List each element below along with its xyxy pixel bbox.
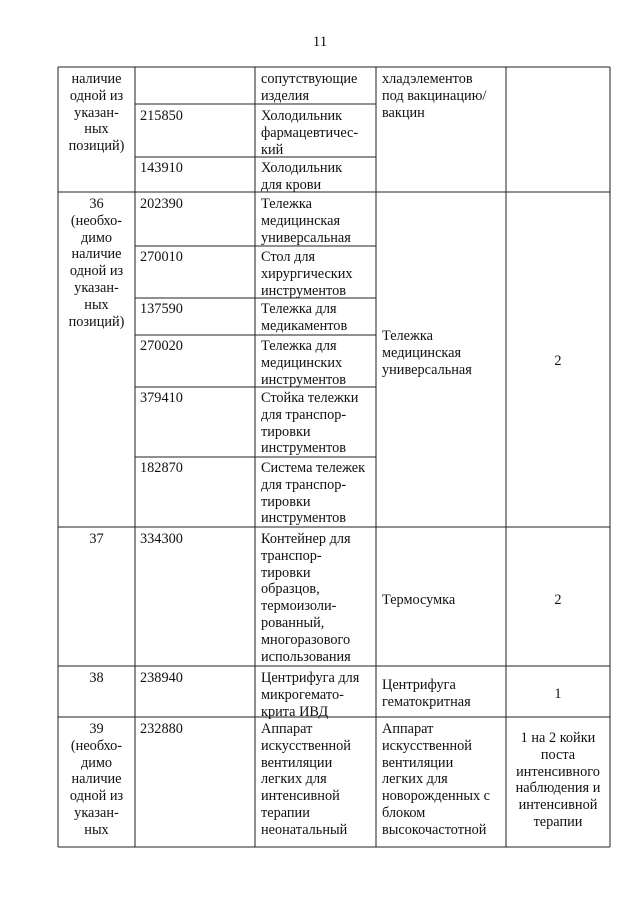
code-cell: 182870 (140, 460, 183, 476)
code-cell: 215850 (140, 108, 183, 124)
type-cell: Термосумка (382, 592, 456, 608)
code-cell: 334300 (140, 531, 183, 547)
name-cell: Тележка для медикаментов (261, 301, 348, 334)
row-number-cell: 36 (необхо- димо наличие одной из указан- ных позиций) (68, 196, 125, 330)
quantity-cell: 1 на 2 койки поста интенсивного наблюдения и интенсивной терапии (515, 730, 601, 830)
name-cell: Холодильник для крови (261, 160, 343, 193)
name-cell: Тележка медицинская универсальная (261, 196, 351, 246)
name-cell: Аппарат искусственной вентиляции легких для интенсивной терапии неонатальный (261, 721, 351, 838)
row-number-cell: 38 (89, 670, 104, 686)
name-cell: сопутствующие изделия (261, 71, 358, 104)
name-cell: Система тележек для транспор- тировки инструментов (261, 460, 366, 527)
quantity-cell: 2 (554, 353, 562, 369)
row-number-cell: 39 (необхо- димо наличие одной из указан- ных (69, 721, 124, 838)
page-number: 11 (312, 34, 328, 50)
code-cell: 143910 (140, 160, 183, 176)
row-number-cell: наличие одной из указан- ных позиций) (68, 71, 125, 155)
code-cell: 270020 (140, 338, 183, 354)
type-cell: Центрифуга гематокритная (382, 677, 471, 710)
type-cell: Аппарат искусственной вентиляции легких для новорожденных с блоком высокочастотной (382, 721, 491, 838)
code-cell: 379410 (140, 390, 183, 406)
type-cell: хладэлементов под вакцинацию/ вакцин (382, 71, 487, 121)
code-cell: 232880 (140, 721, 183, 737)
name-cell: Контейнер для транспор- тировки образцов, термоизоли- рованный, многоразового использования (261, 531, 351, 665)
type-cell: Тележка медицинская универсальная (382, 328, 472, 378)
quantity-cell: 1 (554, 686, 562, 702)
name-cell: Стойка тележки для транспор- тировки инструментов (261, 390, 359, 457)
code-cell: 270010 (140, 249, 183, 265)
quantity-cell: 2 (554, 592, 562, 608)
code-cell: 137590 (140, 301, 183, 317)
code-cell: 202390 (140, 196, 183, 212)
code-cell: 238940 (140, 670, 183, 686)
name-cell: Холодильник фармацевтичес- кий (261, 108, 359, 158)
name-cell: Тележка для медицинских инструментов (261, 338, 346, 388)
row-number-cell: 37 (89, 531, 104, 547)
name-cell: Центрифуга для микрогемато- крита ИВД (261, 670, 360, 720)
name-cell: Стол для хирургических инструментов (261, 249, 353, 299)
